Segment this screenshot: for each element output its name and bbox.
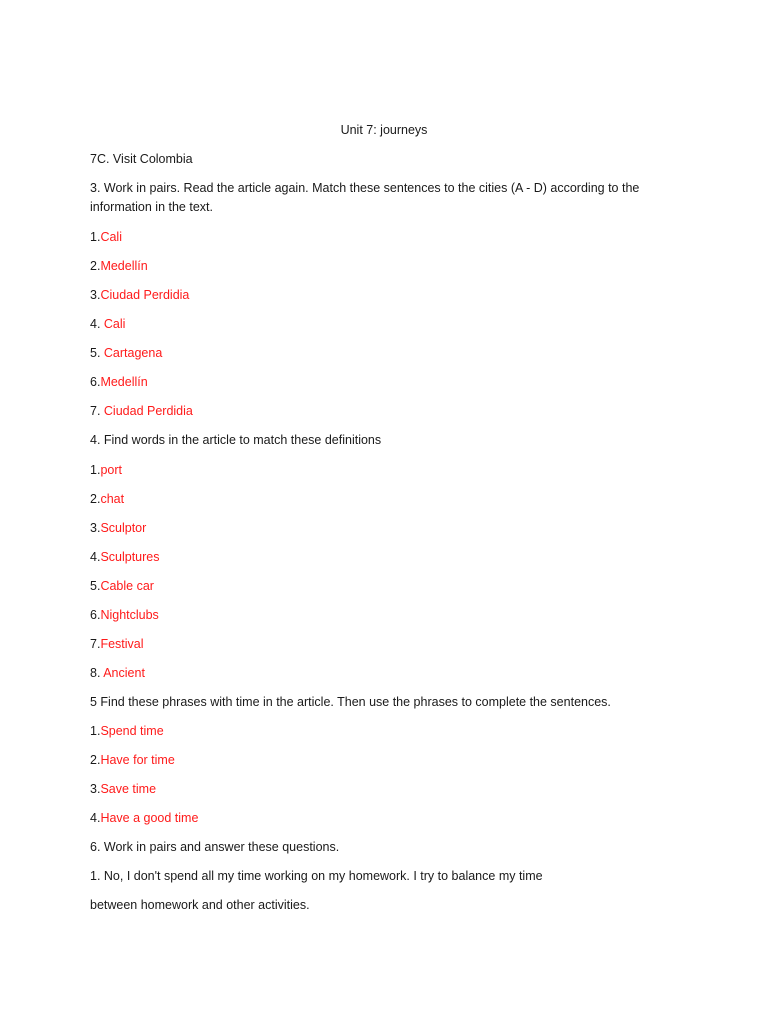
list-item (90, 461, 122, 480)
item-number: 7. (90, 637, 101, 651)
item-number: 4. (90, 317, 104, 331)
item-number: 5. (90, 346, 104, 360)
list-item (90, 286, 189, 305)
item-number: 5. (90, 579, 101, 593)
answer-text: Ciudad Perdidia (100, 288, 190, 302)
item-number: 3. (90, 521, 101, 535)
page-title: Unit 7: journeys (340, 123, 428, 137)
item-number: 4. (90, 550, 101, 564)
list-item (90, 519, 146, 538)
list-item (90, 548, 160, 567)
list-item (90, 344, 162, 363)
exercise-3-prompt-line-2: information in the text. (90, 200, 213, 214)
item-number: 1. (90, 463, 101, 477)
item-number: 2. (90, 753, 101, 767)
item-number: 2. (90, 492, 101, 506)
list-item (90, 577, 154, 596)
item-number: 3. (90, 288, 101, 302)
item-number: 4. (90, 811, 101, 825)
item-number: 6. (90, 375, 101, 389)
list-item (90, 809, 198, 828)
list-item (90, 751, 175, 770)
answer-text: chat (100, 492, 125, 506)
answer-text: Save time (100, 782, 157, 796)
exercise-5-prompt: 5 Find these phrases with time in the article. Then use the phrases to complete the sentences. (90, 695, 611, 709)
answer-text: Festival (100, 637, 144, 651)
exercise-6-answer-line-2: between homework and other activities. (90, 898, 310, 912)
answer-text: Cable car (100, 579, 154, 593)
list-item (90, 635, 144, 654)
section-heading: 7C. Visit Colombia (90, 152, 193, 166)
exercise-3-prompt-line-1: 3. Work in pairs. Read the article again. Match these sentences to the cities (A - D) according to the (90, 181, 640, 195)
list-item (90, 257, 148, 276)
list-item (90, 664, 145, 683)
list-item (90, 780, 156, 799)
item-number: 8. (90, 666, 104, 680)
list-item (90, 315, 125, 334)
answer-text: Cali (100, 230, 122, 244)
exercise-4-prompt: 4. Find words in the article to match these definitions (90, 433, 382, 447)
answer-text: Ciudad Perdidia (103, 404, 193, 418)
answer-text: Have a good time (100, 811, 199, 825)
answer-text: Sculptures (100, 550, 160, 564)
item-number: 2. (90, 259, 101, 273)
list-item (90, 228, 122, 247)
answer-text: Ancient (103, 666, 145, 680)
answer-text: port (100, 463, 122, 477)
item-number: 1. (90, 724, 101, 738)
item-number: 3. (90, 782, 101, 796)
item-number: 1. (90, 230, 101, 244)
answer-text: Medellín (100, 259, 148, 273)
list-item (90, 402, 193, 421)
answer-text: Have for time (100, 753, 175, 767)
answer-text: Nightclubs (100, 608, 159, 622)
list-item (90, 373, 148, 392)
answer-text: Spend time (100, 724, 164, 738)
answer-text: Cartagena (103, 346, 163, 360)
list-item (90, 606, 159, 625)
answer-text: Medellín (100, 375, 148, 389)
list-item (90, 722, 164, 741)
list-item (90, 490, 124, 509)
item-number: 7. (90, 404, 104, 418)
item-number: 6. (90, 608, 101, 622)
answer-text: Sculptor (100, 521, 147, 535)
exercise-6-prompt: 6. Work in pairs and answer these questions. (90, 840, 340, 854)
exercise-6-answer-line-1: 1. No, I don't spend all my time working on my homework. I try to balance my time (90, 869, 543, 883)
answer-text: Cali (103, 317, 126, 331)
